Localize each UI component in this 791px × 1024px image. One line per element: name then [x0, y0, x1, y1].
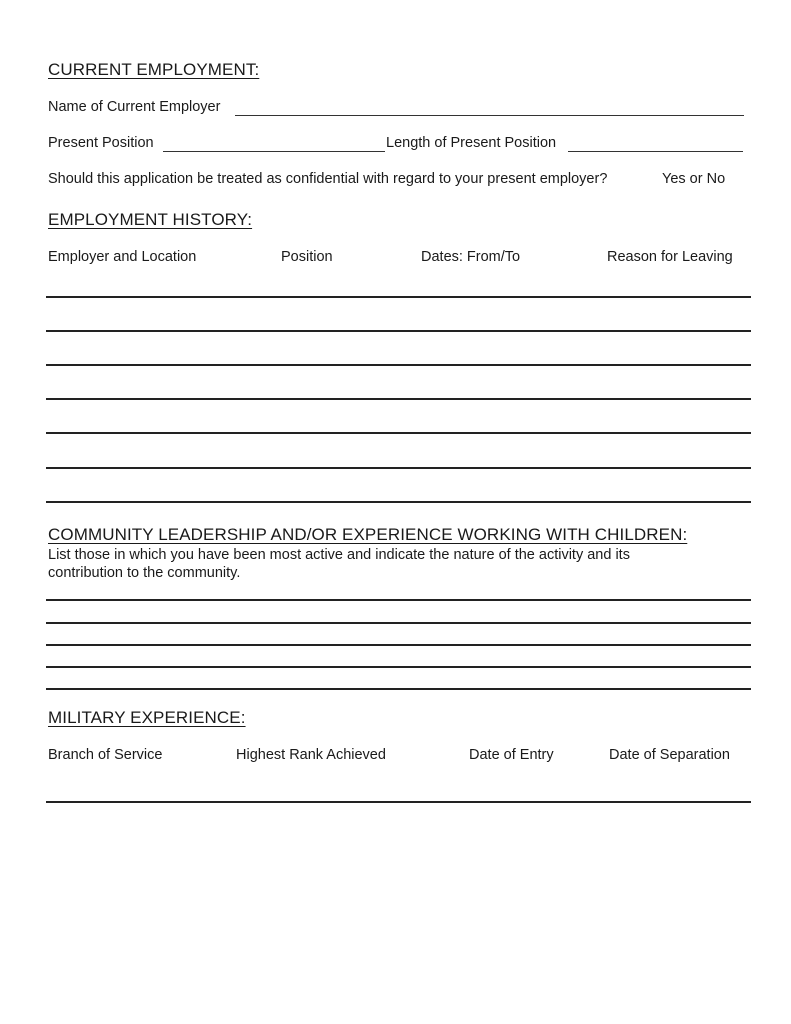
history-col-employer: Employer and Location	[48, 249, 197, 265]
history-entry-line[interactable]	[46, 398, 751, 400]
length-of-position-field[interactable]	[568, 151, 743, 152]
community-entry-line[interactable]	[46, 688, 751, 690]
community-heading: COMMUNITY LEADERSHIP AND/OR EXPERIENCE WORKING WITH CHILDREN:	[48, 525, 688, 544]
present-position-label: Present Position	[48, 135, 154, 151]
history-entry-line[interactable]	[46, 501, 751, 503]
current-employer-label: Name of Current Employer	[48, 99, 221, 115]
confidential-options[interactable]: Yes or No	[662, 171, 726, 187]
military-col-rank: Highest Rank Achieved	[236, 747, 386, 763]
community-entry-line[interactable]	[46, 622, 751, 624]
military-heading: MILITARY EXPERIENCE:	[48, 708, 246, 727]
history-entry-line[interactable]	[46, 296, 751, 298]
military-col-separation: Date of Separation	[609, 747, 730, 763]
military-entry-line[interactable]	[46, 801, 751, 803]
length-of-position-label: Length of Present Position	[386, 135, 557, 151]
history-col-reason: Reason for Leaving	[607, 249, 733, 265]
current-employer-field[interactable]	[235, 115, 744, 116]
history-entry-line[interactable]	[46, 432, 751, 434]
history-entry-line[interactable]	[46, 467, 751, 469]
military-col-entry: Date of Entry	[469, 747, 554, 763]
history-entry-line[interactable]	[46, 330, 751, 332]
confidential-question: Should this application be treated as confidential with regard to your present employer?	[48, 171, 608, 187]
history-entry-line[interactable]	[46, 364, 751, 366]
present-position-field[interactable]	[163, 151, 385, 152]
community-entry-line[interactable]	[46, 644, 751, 646]
community-entry-line[interactable]	[46, 666, 751, 668]
employment-history-heading: EMPLOYMENT HISTORY:	[48, 210, 253, 229]
community-entry-line[interactable]	[46, 599, 751, 601]
current-employment-heading: CURRENT EMPLOYMENT:	[48, 60, 260, 79]
history-col-position: Position	[281, 249, 333, 265]
community-instructions: List those in which you have been most active and indicate the nature of the activity and its contribution to the community.	[48, 547, 630, 581]
military-col-branch: Branch of Service	[48, 747, 163, 763]
history-col-dates: Dates: From/To	[421, 249, 521, 265]
